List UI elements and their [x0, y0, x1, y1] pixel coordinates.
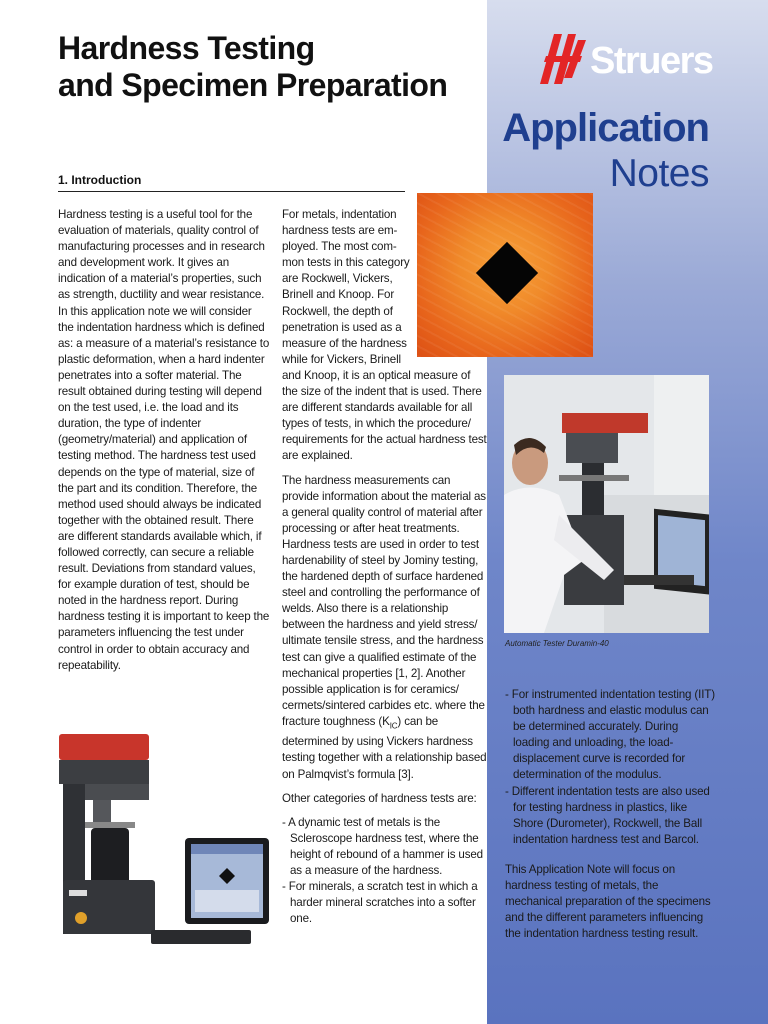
series-subtitle: Notes	[609, 152, 709, 195]
struers-mark-icon	[540, 34, 586, 84]
bullet-plastics: - Different indentation tests are also used for testing hardness in plastics, like Shore (Durometer), Rockwell, the Ball indentation hardness test and Barcol.	[505, 784, 710, 846]
column-3	[505, 687, 715, 950]
line: Rockwell, the depth of	[282, 304, 393, 318]
metals-paragraph	[282, 207, 487, 465]
line: penetration is used as a	[282, 320, 402, 334]
column-1	[58, 207, 270, 682]
subscript: IC	[389, 721, 398, 731]
text-part: ) can be determined by using Vickers hardness testing together with a relationship based on Palmqvist’s formula [3].	[282, 714, 487, 781]
hardness-tester-illustration	[55, 730, 275, 950]
line: Brinell and Knoop. For	[282, 288, 395, 302]
column-2	[282, 207, 487, 927]
section-divider	[58, 191, 405, 192]
line: hardness tests are em-	[282, 224, 398, 238]
line: mon tests in this category	[282, 256, 410, 270]
line: are Rockwell, Vickers,	[282, 272, 393, 286]
focus-paragraph: This Application Note will focus on hardness testing of metals, the mechanical preparation of the specimens and the different parameters influencing the indentation hardness testing result.	[505, 862, 711, 941]
page-title	[58, 30, 478, 104]
intro-paragraph: Hardness testing is a useful tool for the evaluation of materials, quality control of manufacturing processes and in research and development work. It gives an indication of a material’s properties, such as strength, ductility and wear resistance. In this application note we will consider the indentation hardness which is defined as: a measure of a material’s resistance to plastic deformation, when a hard indenter penetrates into a softer material. The result obtained during testing will depend on the test used, i.e. the load and its duration, the type of indenter (geometry/material) and application of testing method. The hardness test used depends on the type of material, size of the part and its condition. Therefore, the method used should always be indicated together with the obtained result. There are different standards available which, if followed correctly, can secure a reliable result. Deviations from standard values, for example duration of test, should be noted in the hardness report. During hardness testing it is important to keep the parameters influencing the test under control in order to obtain accuracy and repeatability.	[58, 208, 270, 672]
page-title-line2: and Specimen Preparation	[58, 67, 448, 103]
line: ployed. The most com-	[282, 240, 397, 254]
operator-photo	[504, 375, 709, 633]
line: For metals, indentation	[282, 208, 397, 221]
bullet-minerals: - For minerals, a scratch test in which a harder mineral scratches into a softer one.	[282, 880, 478, 926]
line: and Knoop, it is an optical measure of the size of the indent that is used. There are different standards available for all types of tests, in which the procedure/ requirements for the actual hardness test are explained.	[282, 368, 487, 463]
line: while for Vickers, Brinell	[282, 352, 401, 366]
bullet-iit: - For instrumented indentation testing (IIT) both hardness and elastic modulus can be determined accurately. During loading and unloading, the load-displacement curve is recorded for determination of the modulus.	[505, 688, 715, 782]
section-heading: 1. Introduction	[58, 173, 142, 187]
brand-name: Struers	[590, 40, 713, 82]
series-title: Application	[502, 106, 709, 150]
figure-caption: Automatic Tester Duramin-40	[505, 639, 609, 648]
operator-illustration	[504, 375, 709, 633]
page-title-line1: Hardness Testing	[58, 30, 315, 66]
measurements-paragraph	[282, 473, 487, 783]
other-categories-paragraph: Other categories of hardness tests are:	[282, 791, 477, 805]
line: measure of the hardness	[282, 336, 407, 350]
text-part: The hardness measurements can provide information about the material as a general quality control of material after processing or after heat treatments. Hardness tests are used in order to test hardenability of steel by Jominy testing, the hardened depth of surface hardened steel and controlling the performance of welds. Also there is a relationship between the hardness and yield stress/ ultimate tensile stress, and the hardness test can give a qualified estimate of the mechanical properties [1, 2]. Another possible application is for ceramics/ cermets/sintered carbides etc. where the fracture toughness (K	[282, 473, 486, 728]
bullet-scleroscope: - A dynamic test of metals is the Scleroscope hardness test, where the height of rebound of a hammer is used as a measure of the hardness.	[282, 815, 483, 877]
hardness-tester-image	[55, 730, 275, 950]
struers-logo	[540, 34, 720, 90]
